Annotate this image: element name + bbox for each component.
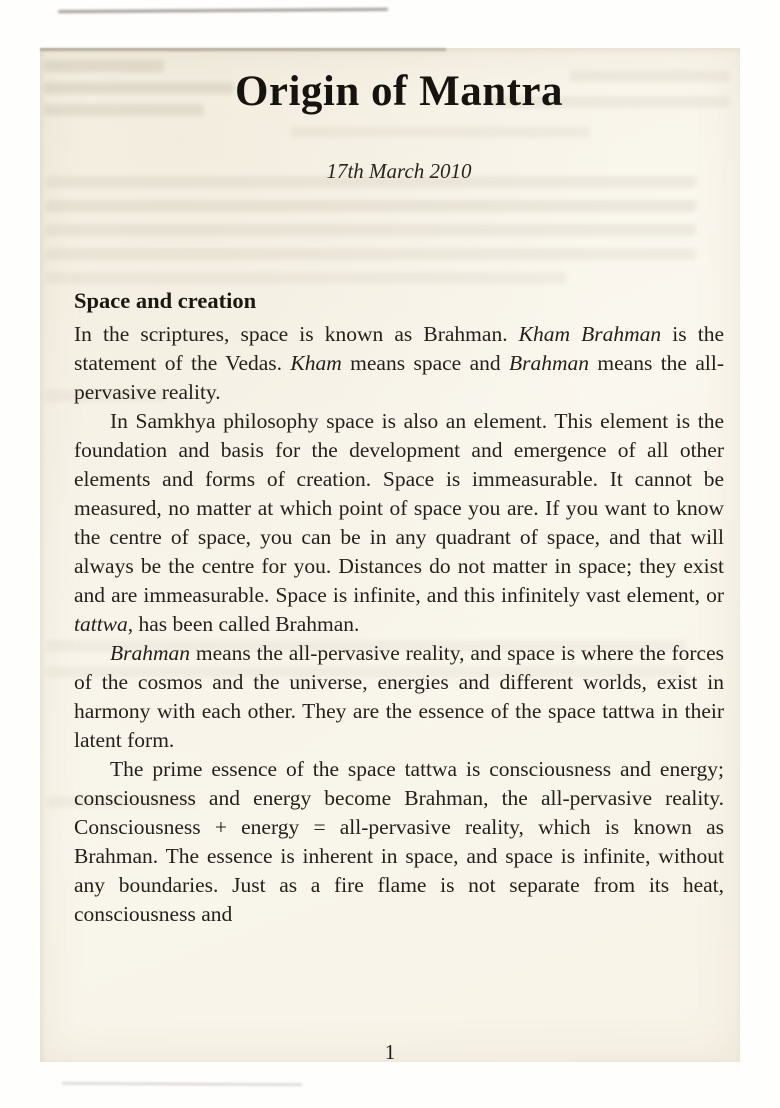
body-text	[74, 320, 724, 929]
paragraph-1	[74, 320, 724, 407]
page-content	[40, 48, 740, 929]
text-segment-italic: Brahman	[110, 641, 191, 666]
text-segment: means the all-pervasive reality.	[74, 351, 724, 405]
text-segment-italic: Brahman	[509, 351, 590, 376]
text-segment: In the scriptures, space is known as Brahman.	[74, 322, 519, 347]
paragraph-3	[74, 639, 724, 755]
page-number: 1	[384, 1040, 396, 1064]
lecture-date: 17th March 2010	[326, 159, 472, 184]
scan-artifact-bottom	[62, 1082, 302, 1085]
text-segment-italic: tattwa	[74, 612, 128, 637]
text-segment-italic: Kham	[290, 351, 342, 376]
section-heading: Space and creation	[74, 288, 257, 314]
text-segment: , has been called Brahman.	[127, 612, 360, 637]
text-segment: means space and	[341, 351, 509, 376]
text-segment-italic: Kham Brahman	[518, 322, 662, 347]
text-segment: In Samkhya philosophy space is also an element. This element is the foundation and basis for the development and emergence of all other elements and forms of creation. Space is immeasurable. It cannot be measured, no matter at which point of space you are. If you want to know the centre of space, you can be in any quadrant of space, and that will always be the centre for you. Distances do not matter in space; they exist and are immeasurable. Space is infinite, and this infinitely vast element, or	[74, 409, 724, 608]
text-segment: is the statement of the Vedas.	[74, 322, 724, 376]
paragraph-2	[74, 407, 724, 639]
book-page	[40, 48, 740, 1062]
text-segment: means the all-pervasive reality, and space is where the forces of the cosmos and the universe, energies and different worlds, exist in harmony with each other. They are the essence of the space tattwa in their latent form.	[74, 641, 724, 753]
paragraph-4	[74, 755, 724, 929]
page-title: Origin of Mantra	[234, 68, 564, 115]
scan-artifact-top	[58, 8, 388, 13]
text-segment: The prime essence of the space tattwa is consciousness and energy; consciousness and energy become Brahman, the all-pervasive reality. Consciousness + energy = all-pervasive reality, which is known as Brahman. The essence is inherent in space, and space is infinite, without any boundaries. Just as a fire flame is not separate from its heat, consciousness and	[74, 757, 724, 927]
